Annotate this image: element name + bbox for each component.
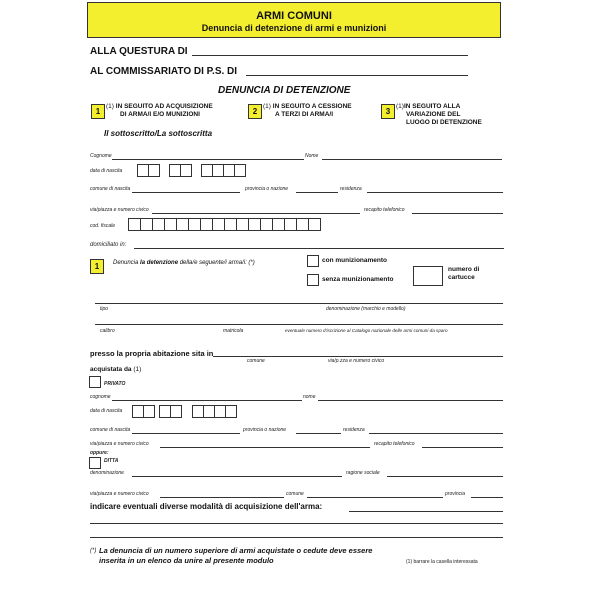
header-banner	[87, 2, 501, 38]
recapito-label: recapito telefonico	[364, 207, 405, 213]
birth-day-box-2[interactable]	[148, 164, 160, 177]
oppure-label: oppure:	[90, 450, 109, 456]
acq-residenza-field[interactable]	[369, 433, 503, 434]
acq-year-box-4[interactable]	[225, 405, 237, 418]
footnote-marker: (*)	[90, 548, 97, 554]
acquistata-label	[90, 366, 141, 373]
calibro-label: calibro	[100, 328, 115, 334]
option-3-note: (1)	[396, 103, 404, 110]
acq-comune-nascita-label: comune di nascita	[90, 427, 131, 433]
cognome-field[interactable]	[112, 159, 304, 160]
option-3-checkbox[interactable]: 3	[381, 104, 395, 119]
catalogo-label: eventuale numero d'iscrizione al Catalogo nazionale delle armi comuni da sparo	[285, 328, 448, 333]
privato-checkbox[interactable]	[89, 376, 101, 388]
comune-nascita-field[interactable]	[132, 192, 240, 193]
modalita-field-3[interactable]	[90, 537, 503, 538]
ditta-checkbox[interactable]	[89, 457, 101, 469]
nome-label: Nome	[305, 153, 319, 159]
numero-cartucce-line2: cartucce	[448, 274, 475, 281]
declaration-checkbox[interactable]: 1	[90, 259, 104, 274]
senza-munizionamento-label: senza munizionamento	[322, 276, 394, 283]
acq-recapito-field[interactable]	[422, 447, 503, 448]
ditta-provincia-field[interactable]	[471, 497, 503, 498]
abitazione-via-label: via/p.zza e numero civico	[328, 358, 385, 364]
denominazione-ditta-field[interactable]	[132, 476, 342, 477]
option-1-label	[106, 103, 213, 119]
via-label: via/piazza e numero civico	[90, 207, 149, 213]
commissariato-field[interactable]	[246, 75, 468, 76]
option-3-label	[396, 103, 482, 127]
option-3-line2: VARIAZIONE DEL	[406, 111, 461, 118]
acq-nome-field[interactable]	[318, 400, 503, 401]
acquistata-note: (1)	[133, 366, 142, 373]
form-title: DENUNCIA DI DETENZIONE	[218, 85, 351, 96]
option-2-note: (1)	[263, 103, 271, 110]
option-2-line1: IN SEGUITO A CESSIONE	[272, 103, 352, 110]
abitazione-comune-label: comune	[247, 358, 265, 364]
acq-data-nascita-label: data di nascita	[90, 408, 123, 414]
acq-via-field[interactable]	[160, 447, 370, 448]
acq-via-label: via/piazza e numero civico	[90, 441, 149, 447]
declaration-pre: Denuncia	[113, 260, 139, 266]
questura-label: ALLA QUESTURA DI	[90, 46, 188, 57]
denominazione-label: denominazione (marchio e modello)	[326, 306, 406, 312]
cod-fiscale-label: cod. fiscale	[90, 223, 116, 229]
con-munizionamento-label: con munizionamento	[322, 257, 387, 264]
tipo-label: tipo	[100, 306, 109, 312]
recapito-field[interactable]	[412, 213, 503, 214]
commissariato-label: AL COMMISSARIATO DI P.S. DI	[90, 66, 238, 77]
footnote-line2: inserita in un elenco da unire al presente modulo	[99, 556, 274, 565]
option-1-line1: IN SEGUITO AD ACQUISIZIONE	[115, 103, 213, 110]
option-2-line2: A TERZI DI ARMA/I	[275, 111, 334, 118]
cod-fiscale-boxes[interactable]	[128, 218, 320, 231]
birth-month-box-2[interactable]	[180, 164, 192, 177]
abitazione-label: presso la propria abitazione sita in	[90, 349, 214, 358]
domiciliato-label: domiciliato in:	[90, 242, 127, 248]
modalita-label: indicare eventuali diverse modalità di acquisizione dell'arma:	[90, 502, 323, 511]
numero-cartucce-line1: numero di	[448, 266, 480, 273]
ragione-sociale-field[interactable]	[387, 476, 503, 477]
calibro-field[interactable]	[95, 324, 503, 325]
numero-cartucce-field[interactable]	[413, 266, 443, 286]
option-3-line3: LUOGO DI DETENZIONE	[406, 119, 482, 126]
matricola-label: matricola	[223, 328, 244, 334]
data-nascita-label: data di nascita	[90, 168, 123, 174]
residenza-label: residenza	[340, 186, 362, 192]
option-1-line2: DI ARMA/I E/O MUNIZIONI	[120, 111, 200, 118]
ditta-via-field[interactable]	[160, 497, 284, 498]
footnote-line1: La denuncia di un numero superiore di armi acquistate o cedute deve essere	[99, 546, 373, 555]
birth-year-box-4[interactable]	[234, 164, 246, 177]
undersigned-label: Il sottoscritto/La sottoscritta	[104, 129, 213, 138]
option-1-note: (1)	[106, 103, 114, 110]
comune-nascita-label: comune di nascita	[90, 186, 131, 192]
acq-day-box-2[interactable]	[143, 405, 155, 418]
acq-nome-label: nome	[303, 394, 316, 400]
cognome-label: Cognome	[90, 153, 112, 159]
acq-comune-nascita-field[interactable]	[132, 433, 240, 434]
senza-munizionamento-checkbox[interactable]	[307, 274, 319, 286]
option-2-checkbox[interactable]: 2	[248, 104, 262, 119]
denominazione-ditta-label: denominazione	[90, 470, 124, 476]
tipo-field[interactable]	[95, 303, 503, 304]
domiciliato-field[interactable]	[134, 248, 504, 249]
numero-cartucce-label	[448, 266, 479, 282]
residenza-field[interactable]	[367, 192, 503, 193]
declaration-text	[113, 260, 255, 266]
provincia-label: provincia o nazione	[245, 186, 289, 192]
con-munizionamento-checkbox[interactable]	[307, 255, 319, 267]
nome-field[interactable]	[322, 159, 502, 160]
acq-cognome-label: cognome	[90, 394, 111, 400]
header-subtitle: Denuncia di detenzione di armi e munizioni	[201, 23, 387, 33]
via-field[interactable]	[152, 213, 360, 214]
ditta-comune-field[interactable]	[307, 497, 443, 498]
ditta-via-label: via/piazza e numero civico	[90, 491, 149, 497]
ditta-label: DITTA	[104, 458, 119, 464]
acq-provincia-field[interactable]	[296, 433, 341, 434]
ditta-provincia-label: provincia	[445, 491, 466, 497]
modalita-field-2[interactable]	[90, 523, 503, 524]
acquistata-text: acquistata da	[90, 366, 132, 373]
provincia-field[interactable]	[296, 192, 338, 193]
acq-month-box-2[interactable]	[170, 405, 182, 418]
acq-residenza-label: residenza	[343, 427, 365, 433]
declaration-bold: la detenzione	[140, 260, 179, 266]
abitazione-field[interactable]	[213, 356, 503, 357]
acq-cognome-field[interactable]	[112, 400, 302, 401]
modalita-field-1[interactable]	[349, 511, 503, 512]
questura-field[interactable]	[192, 55, 468, 56]
barrare-note: (1) barrare la casella interessata	[406, 559, 478, 565]
acq-provincia-label: provincia o nazione	[243, 427, 287, 433]
acq-recapito-label: recapito telefonico	[374, 441, 415, 447]
option-1-checkbox[interactable]: 1	[91, 104, 105, 119]
privato-label: PRIVATO	[104, 381, 126, 387]
header-title: ARMI COMUNI	[256, 10, 332, 22]
option-3-line1: IN SEGUITO ALLA	[403, 103, 461, 110]
ditta-comune-label: comune	[286, 491, 304, 497]
ragione-sociale-label: ragione sociale	[346, 470, 380, 476]
declaration-post: della/e seguente/i arma/i: (*)	[179, 260, 255, 266]
option-2-label	[263, 103, 352, 119]
